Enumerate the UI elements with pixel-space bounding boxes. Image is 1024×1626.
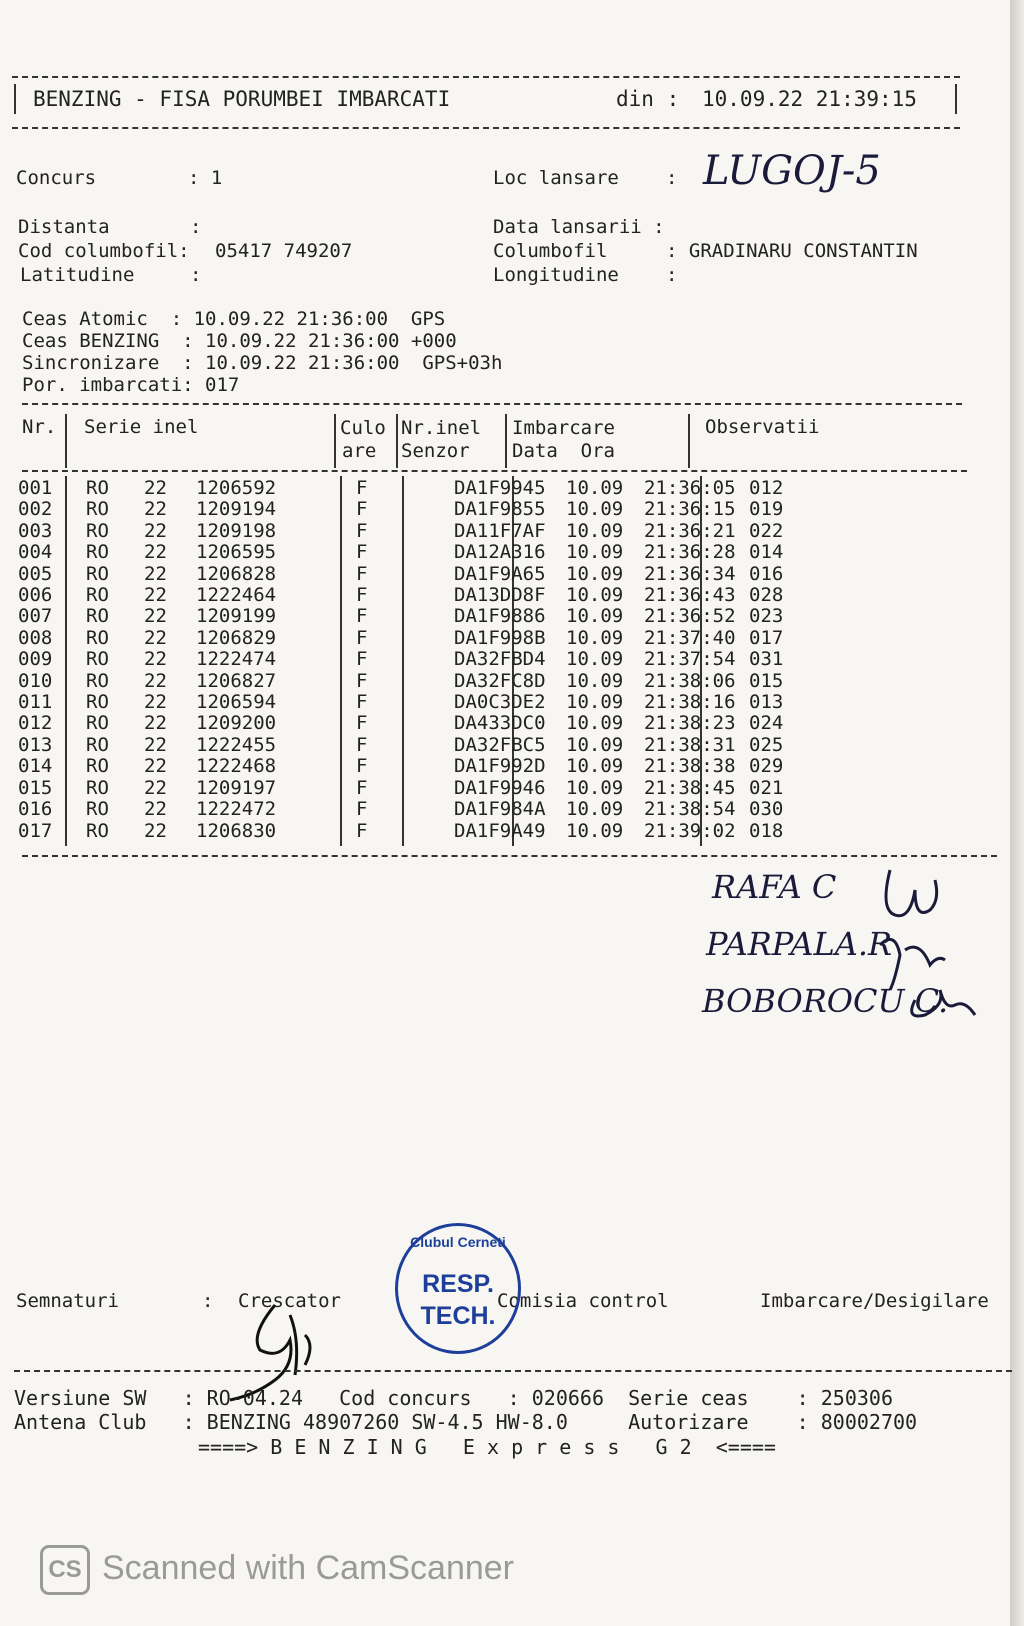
cell-data: 10.09 — [566, 669, 624, 692]
cell-an: 22 — [144, 605, 167, 628]
table-row — [18, 671, 809, 692]
cell-an: 22 — [144, 776, 167, 799]
cell-culoare — [378, 478, 454, 499]
table-header-bottom-border — [22, 470, 967, 472]
cell-data: 10.09 — [566, 626, 624, 649]
cell-obs: 025 — [749, 733, 784, 756]
cell-inel: 1206592 — [196, 477, 277, 499]
cell-culoare — [378, 799, 454, 820]
cell-ora: 21:37:40 — [644, 626, 736, 649]
col-header-nr: Nr. — [22, 416, 57, 438]
col-header-imbarcare: Imbarcare — [512, 417, 615, 439]
cell-data: 10.09 — [566, 819, 624, 842]
cell-obs: 018 — [749, 819, 784, 842]
cell-inel: 1209197 — [196, 776, 277, 799]
cell-obs: 016 — [749, 562, 784, 585]
cell-nr: 003 — [18, 519, 53, 542]
imbarcare-desigilare-label: Imbarcare/Desigilare — [760, 1290, 989, 1312]
cell-data: 10.09 — [566, 562, 624, 585]
cell-inel: 1209199 — [196, 605, 277, 628]
distanta-value: : — [190, 216, 202, 238]
cell-senzor: DA32FBD4 — [454, 648, 546, 671]
columbofil-label: Columbofil — [493, 240, 608, 262]
loc-lansare-handwritten: LUGOJ-5 — [703, 148, 881, 194]
cell-ora: 21:38:23 — [644, 712, 736, 735]
latitudine-label: Latitudine — [20, 264, 135, 286]
cell-tara: RO — [86, 626, 109, 649]
cell-obs: 029 — [749, 755, 784, 778]
cell-data: 10.09 — [566, 477, 624, 499]
cell-senzor: DA433DC0 — [454, 712, 546, 735]
cell-obs: 023 — [749, 605, 784, 628]
cell-tara: RO — [86, 798, 109, 821]
cell-sex: F — [356, 584, 368, 607]
cell-obs: 015 — [749, 669, 784, 692]
club-stamp — [395, 1223, 521, 1354]
cell-culoare — [378, 713, 454, 734]
semnaturi-label: Semnaturi — [16, 1290, 119, 1312]
cell-culoare — [378, 606, 454, 627]
cell-inel: 1209194 — [196, 498, 277, 521]
cell-culoare — [378, 564, 454, 585]
cell-sex: F — [356, 541, 368, 564]
cell-nr: 006 — [18, 584, 53, 607]
cell-an: 22 — [144, 626, 167, 649]
cell-an: 22 — [144, 733, 167, 756]
cell-nr: 007 — [18, 605, 53, 628]
cell-sex: F — [356, 519, 368, 542]
cell-tara: RO — [86, 584, 109, 607]
cell-senzor: DA1F998B — [454, 626, 546, 649]
cell-obs: 022 — [749, 519, 784, 542]
col-divider — [334, 414, 336, 468]
cell-sex: F — [356, 477, 368, 499]
distanta-label: Distanta — [18, 216, 110, 238]
cell-nr: 004 — [18, 541, 53, 564]
ceas-benzing-line: Ceas BENZING : 10.09.22 21:36:00 +000 — [22, 330, 457, 352]
table-row — [18, 542, 809, 563]
cell-data: 10.09 — [566, 584, 624, 607]
handwritten-name: RAFA C — [712, 868, 837, 906]
cell-inel: 1206829 — [196, 626, 277, 649]
concurs-label: Concurs — [16, 167, 97, 189]
cell-inel: 1222464 — [196, 584, 277, 607]
stamp-line-2: TECH. — [420, 1302, 496, 1330]
longitudine-value: : — [666, 264, 678, 286]
cell-data: 10.09 — [566, 691, 624, 714]
footer-line-3: ====> B E N Z I N G E x p r e s s G 2 <==== — [198, 1435, 776, 1459]
cell-tara: RO — [86, 498, 109, 521]
table-row — [18, 606, 809, 627]
cell-an: 22 — [144, 798, 167, 821]
cell-tara: RO — [86, 691, 109, 714]
table-row — [18, 564, 809, 585]
cell-culoare — [378, 649, 454, 670]
stamp-arc-text: Clubul Cerneti — [410, 1234, 506, 1250]
cell-ora: 21:38:45 — [644, 776, 736, 799]
cell-sex: F — [356, 605, 368, 628]
col-divider — [688, 414, 690, 468]
cell-obs: 012 — [749, 477, 784, 499]
cell-sex: F — [356, 733, 368, 756]
cell-nr: 005 — [18, 562, 53, 585]
table-row — [18, 735, 809, 756]
cell-senzor: DA32FC8D — [454, 669, 546, 692]
table-row — [18, 585, 809, 606]
cell-tara: RO — [86, 712, 109, 735]
col-header-senzor: Senzor — [401, 440, 470, 462]
cell-sex: F — [356, 776, 368, 799]
handwritten-signatures — [860, 860, 990, 1030]
col-divider — [65, 414, 67, 468]
cell-senzor: DA1F984A — [454, 798, 546, 821]
cell-nr: 016 — [18, 798, 53, 821]
footer-top-border — [14, 1370, 1012, 1372]
cell-obs: 021 — [749, 776, 784, 799]
table-row — [18, 478, 809, 499]
cell-inel: 1206595 — [196, 541, 277, 564]
comisia-control-label: Comisia control — [497, 1290, 669, 1312]
cell-inel: 1209198 — [196, 519, 277, 542]
cell-ora: 21:36:52 — [644, 605, 736, 628]
cell-ora: 21:39:02 — [644, 819, 736, 842]
cell-an: 22 — [144, 541, 167, 564]
col-divider — [505, 414, 507, 468]
cell-data: 10.09 — [566, 541, 624, 564]
cell-data: 10.09 — [566, 605, 624, 628]
cell-an: 22 — [144, 755, 167, 778]
cell-senzor: DA11F7AF — [454, 519, 546, 542]
cell-ora: 21:38:06 — [644, 669, 736, 692]
col-header-observatii: Observatii — [705, 416, 820, 438]
table-row — [18, 756, 809, 777]
cell-tara: RO — [86, 733, 109, 756]
din-label: din : — [616, 87, 680, 111]
col-header-culoare: Culo — [340, 417, 386, 439]
col-header-culoare-2: are — [342, 440, 377, 462]
cell-inel: 1206594 — [196, 691, 277, 714]
cod-columbofil-label: Cod columbofil: — [18, 240, 190, 262]
cell-sex: F — [356, 798, 368, 821]
cell-ora: 21:38:54 — [644, 798, 736, 821]
cell-tara: RO — [86, 477, 109, 499]
cell-nr: 002 — [18, 498, 53, 521]
cell-data: 10.09 — [566, 776, 624, 799]
header-right-border — [955, 84, 957, 114]
table-row — [18, 521, 809, 542]
cell-obs: 017 — [749, 626, 784, 649]
cell-an: 22 — [144, 819, 167, 842]
footer-line-1: Versiune SW : RO-04.24 Cod concurs : 020666 Serie ceas : 250306 — [14, 1386, 893, 1410]
cell-nr: 014 — [18, 755, 53, 778]
cod-columbofil-value: 05417 749207 — [215, 240, 353, 262]
table-row — [18, 628, 809, 649]
loc-lansare-colon: : — [666, 167, 678, 189]
cell-ora: 21:36:05 — [644, 477, 736, 499]
cell-culoare — [378, 628, 454, 649]
cell-data: 10.09 — [566, 519, 624, 542]
cell-inel: 1206827 — [196, 669, 277, 692]
cell-nr: 001 — [18, 477, 53, 499]
cell-senzor: DA32FBC5 — [454, 733, 546, 756]
cell-data: 10.09 — [566, 498, 624, 521]
cell-sex: F — [356, 755, 368, 778]
cell-ora: 21:37:54 — [644, 648, 736, 671]
col-header-serie-inel: Serie inel — [84, 416, 199, 438]
cell-ora: 21:36:28 — [644, 541, 736, 564]
table-row — [18, 778, 809, 799]
cell-senzor: DA12A316 — [454, 541, 546, 564]
camscanner-logo-icon: CS — [40, 1545, 90, 1595]
cell-an: 22 — [144, 562, 167, 585]
cell-an: 22 — [144, 712, 167, 735]
document-title: BENZING - FISA PORUMBEI IMBARCATI — [33, 87, 451, 111]
cell-inel: 1222472 — [196, 798, 277, 821]
footer-line-2: Antena Club : BENZING 48907260 SW-4.5 HW-8.0 Autorizare : 80002700 — [14, 1410, 918, 1434]
cell-tara: RO — [86, 541, 109, 564]
cell-senzor: DA0C3DE2 — [454, 691, 546, 714]
table-row — [18, 649, 809, 670]
cell-culoare — [378, 585, 454, 606]
cell-tara: RO — [86, 669, 109, 692]
cell-ora: 21:36:43 — [644, 584, 736, 607]
cell-culoare — [378, 671, 454, 692]
table-row — [18, 692, 809, 713]
table-row — [18, 713, 809, 734]
concurs-value: : 1 — [188, 167, 223, 189]
cell-data: 10.09 — [566, 648, 624, 671]
din-value: 10.09.22 21:39:15 — [702, 87, 917, 111]
cell-data: 10.09 — [566, 755, 624, 778]
cell-obs: 028 — [749, 584, 784, 607]
cell-nr: 009 — [18, 648, 53, 671]
cell-an: 22 — [144, 477, 167, 499]
header-top-border — [12, 76, 960, 78]
camscanner-watermark — [40, 1545, 514, 1595]
cell-nr: 015 — [18, 776, 53, 799]
porumbei-imbarcati-line: Por. imbarcati: 017 — [22, 374, 240, 396]
cell-senzor: DA13DD8F — [454, 584, 546, 607]
cell-senzor: DA1F9886 — [454, 605, 546, 628]
cell-sex: F — [356, 626, 368, 649]
cell-tara: RO — [86, 519, 109, 542]
cell-data: 10.09 — [566, 733, 624, 756]
cell-ora: 21:38:16 — [644, 691, 736, 714]
cell-ora: 21:36:21 — [644, 519, 736, 542]
cell-obs: 024 — [749, 712, 784, 735]
cell-data: 10.09 — [566, 798, 624, 821]
cell-sex: F — [356, 712, 368, 735]
table-row — [18, 799, 809, 820]
cell-senzor: DA1F992D — [454, 755, 546, 778]
col-header-data-ora: Data Ora — [512, 440, 615, 462]
cell-tara: RO — [86, 562, 109, 585]
cell-sex: F — [356, 498, 368, 521]
cell-sex: F — [356, 669, 368, 692]
cell-an: 22 — [144, 498, 167, 521]
columbofil-value: : GRADINARU CONSTANTIN — [666, 240, 918, 262]
data-lansarii-label: Data lansarii : — [493, 216, 665, 238]
cell-an: 22 — [144, 519, 167, 542]
col-header-nr-inel: Nr.inel — [401, 417, 482, 439]
semnaturi-colon: : — [202, 1290, 214, 1312]
cell-culoare — [378, 542, 454, 563]
cell-an: 22 — [144, 669, 167, 692]
cell-sex: F — [356, 819, 368, 842]
table-row — [18, 499, 809, 520]
handwritten-name: BOBOROCU C. — [702, 982, 949, 1020]
cell-an: 22 — [144, 691, 167, 714]
cell-culoare — [378, 499, 454, 520]
longitudine-label: Longitudine — [493, 264, 619, 286]
cell-nr: 013 — [18, 733, 53, 756]
cell-ora: 21:36:34 — [644, 562, 736, 585]
cell-tara: RO — [86, 776, 109, 799]
ceas-atomic-line: Ceas Atomic : 10.09.22 21:36:00 GPS — [22, 308, 446, 330]
cell-obs: 019 — [749, 498, 784, 521]
cell-nr: 017 — [18, 819, 53, 842]
loc-lansare-label: Loc lansare — [493, 167, 619, 189]
sincronizare-line: Sincronizare : 10.09.22 21:36:00 GPS+03h — [22, 352, 503, 374]
cell-obs: 031 — [749, 648, 784, 671]
crescator-label: Crescator — [238, 1290, 341, 1312]
cell-sex: F — [356, 648, 368, 671]
cell-ora: 21:36:15 — [644, 498, 736, 521]
cell-obs: 014 — [749, 541, 784, 564]
table-row — [18, 821, 809, 842]
cell-senzor: DA1F9945 — [454, 477, 546, 499]
cell-tara: RO — [86, 648, 109, 671]
cell-nr: 010 — [18, 669, 53, 692]
cell-tara: RO — [86, 605, 109, 628]
cell-culoare — [378, 778, 454, 799]
cell-sex: F — [356, 562, 368, 585]
cell-inel: 1206828 — [196, 562, 277, 585]
cell-inel: 1209200 — [196, 712, 277, 735]
cell-senzor: DA1F9A65 — [454, 562, 546, 585]
header-left-border — [14, 84, 16, 114]
cell-an: 22 — [144, 584, 167, 607]
table-header-top-border — [22, 403, 962, 405]
cell-data: 10.09 — [566, 712, 624, 735]
cell-tara: RO — [86, 819, 109, 842]
cell-an: 22 — [144, 648, 167, 671]
col-divider — [396, 414, 398, 468]
cell-nr: 012 — [18, 712, 53, 735]
cell-culoare — [378, 692, 454, 713]
cell-culoare — [378, 756, 454, 777]
header-bottom-border — [12, 127, 960, 129]
page-edge — [1010, 0, 1024, 1626]
cell-senzor: DA1F9946 — [454, 776, 546, 799]
cell-culoare — [378, 735, 454, 756]
cell-obs: 030 — [749, 798, 784, 821]
stamp-line-1: RESP. — [422, 1270, 494, 1298]
handwritten-name: PARPALA.R — [706, 925, 893, 963]
cell-nr: 008 — [18, 626, 53, 649]
cell-obs: 013 — [749, 691, 784, 714]
cell-inel: 1222468 — [196, 755, 277, 778]
pigeon-table — [18, 478, 809, 842]
cell-inel: 1222474 — [196, 648, 277, 671]
cell-inel: 1206830 — [196, 819, 277, 842]
cell-senzor: DA1F9855 — [454, 498, 546, 521]
cell-inel: 1222455 — [196, 733, 277, 756]
cell-nr: 011 — [18, 691, 53, 714]
cell-ora: 21:38:31 — [644, 733, 736, 756]
table-bottom-border — [22, 855, 997, 857]
cell-tara: RO — [86, 755, 109, 778]
cell-sex: F — [356, 691, 368, 714]
cell-senzor: DA1F9A49 — [454, 819, 546, 842]
camscanner-text: Scanned with CamScanner — [102, 1548, 515, 1587]
cell-ora: 21:38:38 — [644, 755, 736, 778]
cell-culoare — [378, 521, 454, 542]
cell-culoare — [378, 821, 454, 842]
latitudine-value: : — [190, 264, 202, 286]
